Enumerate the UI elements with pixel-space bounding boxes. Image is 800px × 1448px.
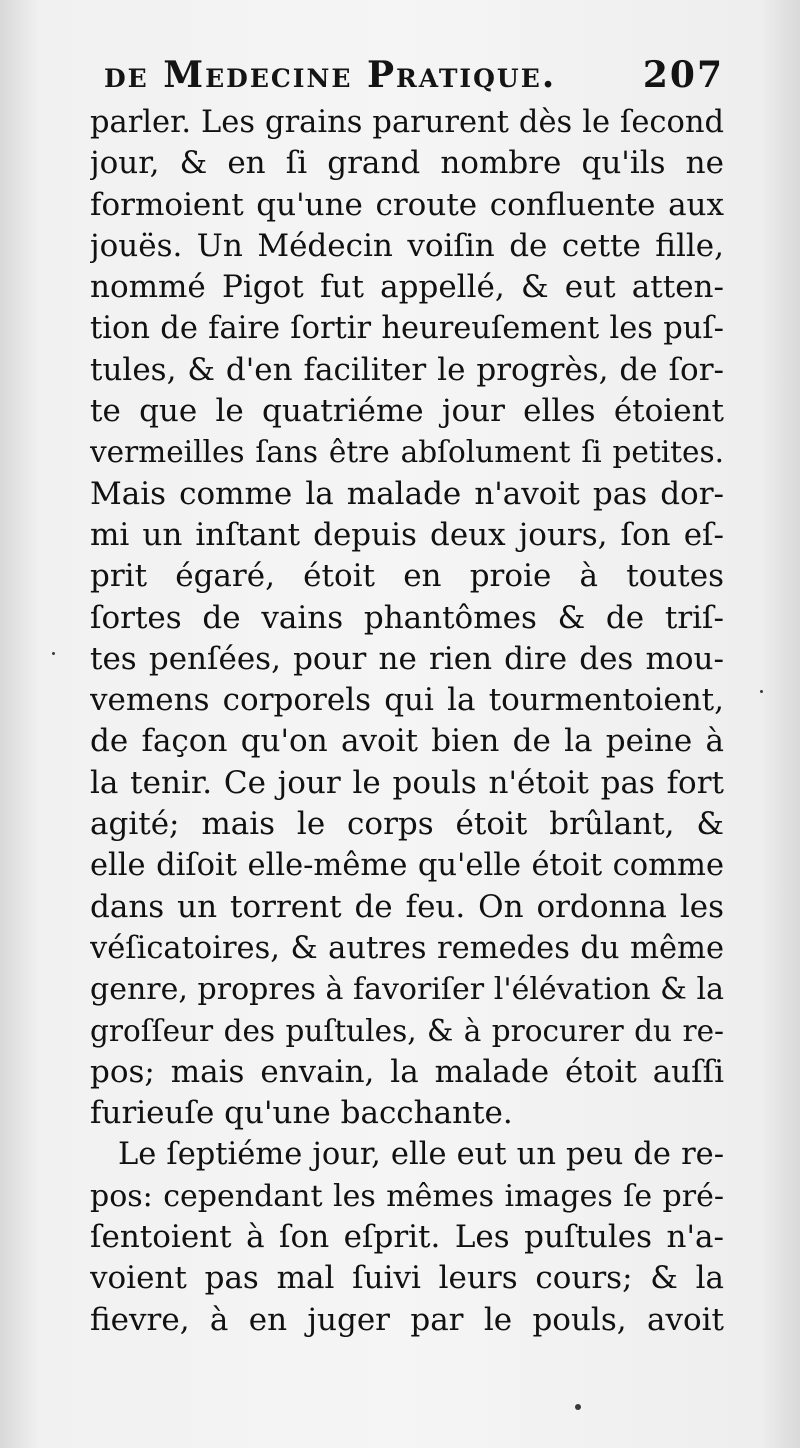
text-line: fievre, à en juger par le pouls, avoit — [90, 1301, 724, 1338]
text-line: dans un torrent de feu. On ordonna les — [90, 888, 724, 925]
text-line: nommé Pigot fut appellé, & eut atten- — [90, 269, 724, 306]
text-line: formoient qu'une croute confluente aux — [90, 186, 724, 223]
paragraph-start-line: Le ſeptiéme jour, elle eut un peu de re- — [118, 1137, 724, 1173]
text-line: prit égaré, étoit en proie à toutes — [90, 558, 724, 595]
text-line: ſortes de vains phantômes & de triſ- — [90, 599, 724, 636]
page-number: 207 — [642, 54, 724, 96]
text-line: jour, & en ſi grand nombre qu'ils ne — [90, 145, 724, 182]
text-line: véſicatoires, & autres remedes du même — [90, 930, 724, 966]
text-line: la tenir. Ce jour le pouls n'étoit pas fort — [90, 764, 724, 801]
text-line: pos; mais envain, la malade étoit auſſi — [90, 1053, 724, 1090]
text-line: tules, & d'en faciliter le progrès, de ſor- — [90, 351, 724, 388]
text-line: ſentoient à ſon eſprit. Les puſtules n'a- — [90, 1219, 724, 1256]
text-line: jouës. Un Médecin voiſin de cette fille, — [90, 227, 724, 264]
text-line: vermeilles ſans être abſolument ſi petites. — [90, 435, 724, 470]
text-line: voient pas mal ſuivi leurs cours; & la — [90, 1260, 724, 1297]
text-line: genre, propres à favoriſer l'élévation & la — [90, 972, 724, 1008]
text-line: te que le quatriéme jour elles étoient — [90, 393, 724, 430]
running-head-title: de Medecine Pratique. — [104, 54, 557, 96]
text-line: mi un inſtant depuis deux jours, ſon eſ- — [90, 516, 724, 553]
text-line: elle diſoit elle-même qu'elle étoit comme — [90, 848, 724, 884]
paragraph-end-line: furieuſe qu'une bacchante. — [90, 1095, 513, 1132]
text-line: pos: cependant les mêmes images ſe pré- — [90, 1178, 724, 1214]
text-line: tes penſées, pour ne rien dire des mou- — [90, 640, 724, 677]
text-line: parler. Les grains parurent dès le ſecond — [90, 105, 724, 140]
running-head — [104, 54, 724, 102]
text-line: groſſeur des puſtules, & à procurer du re- — [90, 1013, 724, 1048]
body-text — [90, 102, 724, 1341]
text-line: de façon qu'on avoit bien de la peine à — [90, 723, 724, 760]
paper-speck — [760, 690, 763, 693]
text-line: vemens corporels qui la tourmentoient, — [90, 682, 724, 719]
text-line: Mais comme la malade n'avoit pas dor- — [90, 475, 724, 512]
paper-speck — [575, 1404, 581, 1410]
paper-speck — [52, 652, 55, 655]
text-line: tion de faire ſortir heureuſement les puſ- — [90, 311, 724, 347]
text-line: agité; mais le corps étoit brûlant, & — [90, 806, 724, 843]
